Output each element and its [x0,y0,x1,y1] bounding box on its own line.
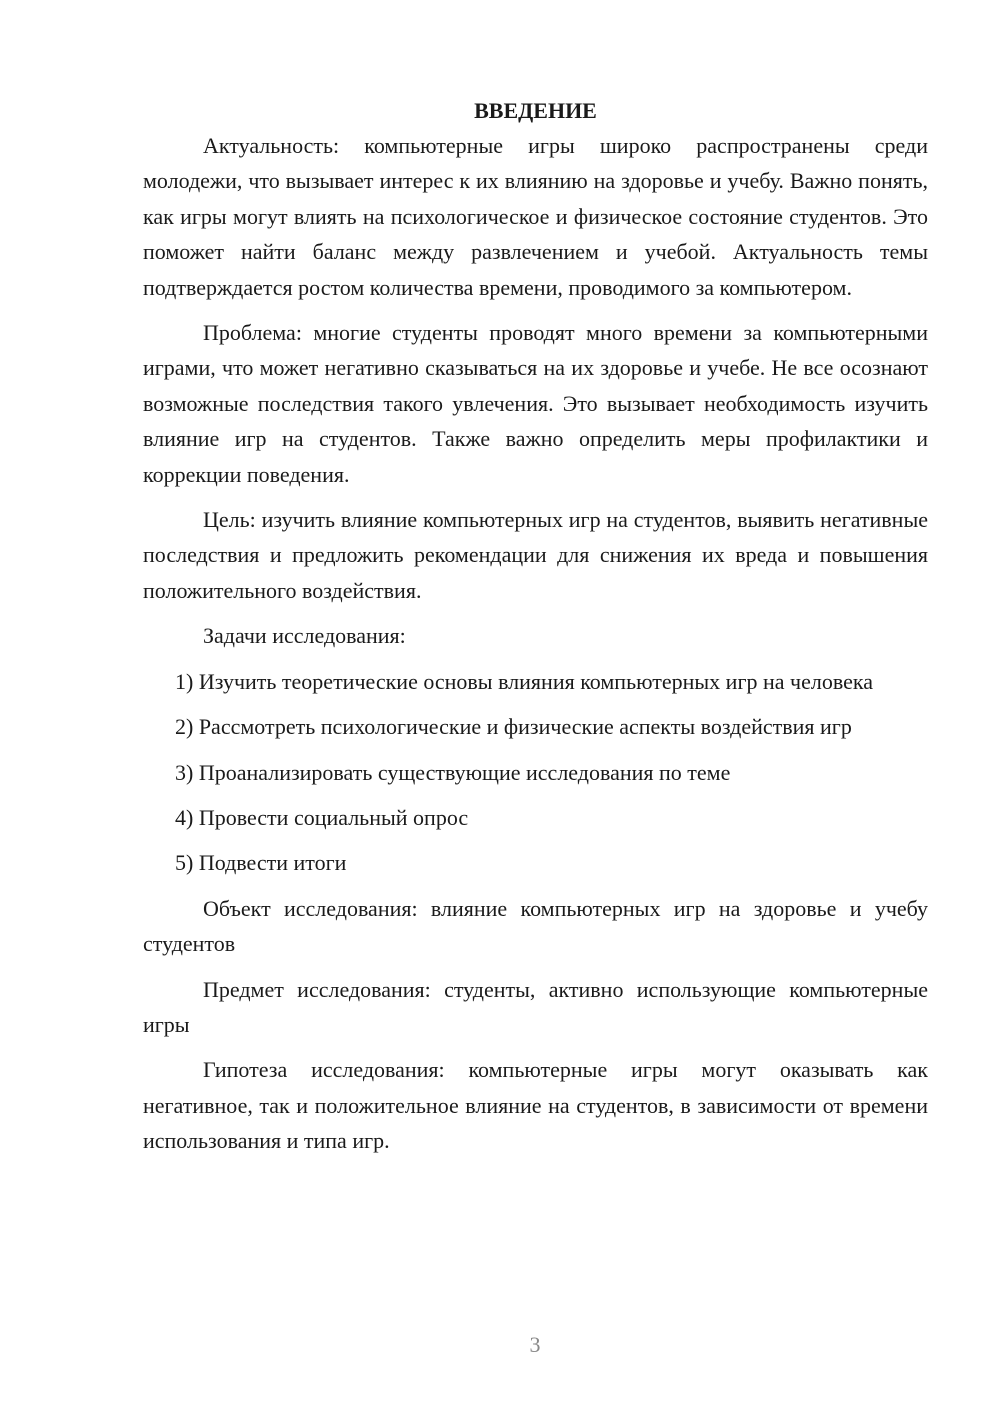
list-item: 5) Подвести итоги [175,850,347,876]
hypothesis-paragraph: Гипотеза исследования: компьютерные игры могут оказывать как негативное, так и положительное влияние на студентов, в зависимости от времени использования и типа игр. [143,1057,928,1154]
document-body [143,93,928,1159]
list-item: 4) Провести социальный опрос [175,804,469,830]
relevance-paragraph: Актуальность: компьютерные игры широко распространены среди молодежи, что вызывает интерес к их влиянию на здоровье и учебу. Важно понять, как игры могут влиять на психологическое и физическое состояние студентов. Это поможет найти баланс между развлечением и учебой. Актуальность темы подтверждается ростом количества времени, проводимого за компьютером. [143,133,928,300]
subject-paragraph: Предмет исследования: студенты, активно использующие компьютерные игры [143,976,928,1037]
list-item: 3) Проанализировать существующие исследования по теме [175,759,731,785]
tasks-heading: Задачи исследования: [203,623,406,649]
goal-paragraph: Цель: изучить влияние компьютерных игр на студентов, выявить негативные последствия и предложить рекомендации для снижения их вреда и повышения положительного воздействия. [143,507,928,603]
problem-paragraph: Проблема: многие студенты проводят много времени за компьютерными играми, что может негативно сказываться на их здоровье и учебе. Не все осознают возможные последствия такого увлечения. Это вызывает необходимость изучить влияние игр на студентов. Также важно определить меры профилактики и коррекции поведения. [143,320,928,487]
page-title: ВВЕДЕНИЕ [474,98,597,123]
list-item: 2) Рассмотреть психологические и физические аспекты воздействия игр [175,714,852,740]
tasks-list [143,664,928,881]
object-paragraph: Объект исследования: влияние компьютерных игр на здоровье и учебу студентов [143,895,928,957]
page-number: 3 [529,1332,541,1357]
list-item: 1) Изучить теоретические основы влияния компьютерных игр на человека [175,668,873,694]
